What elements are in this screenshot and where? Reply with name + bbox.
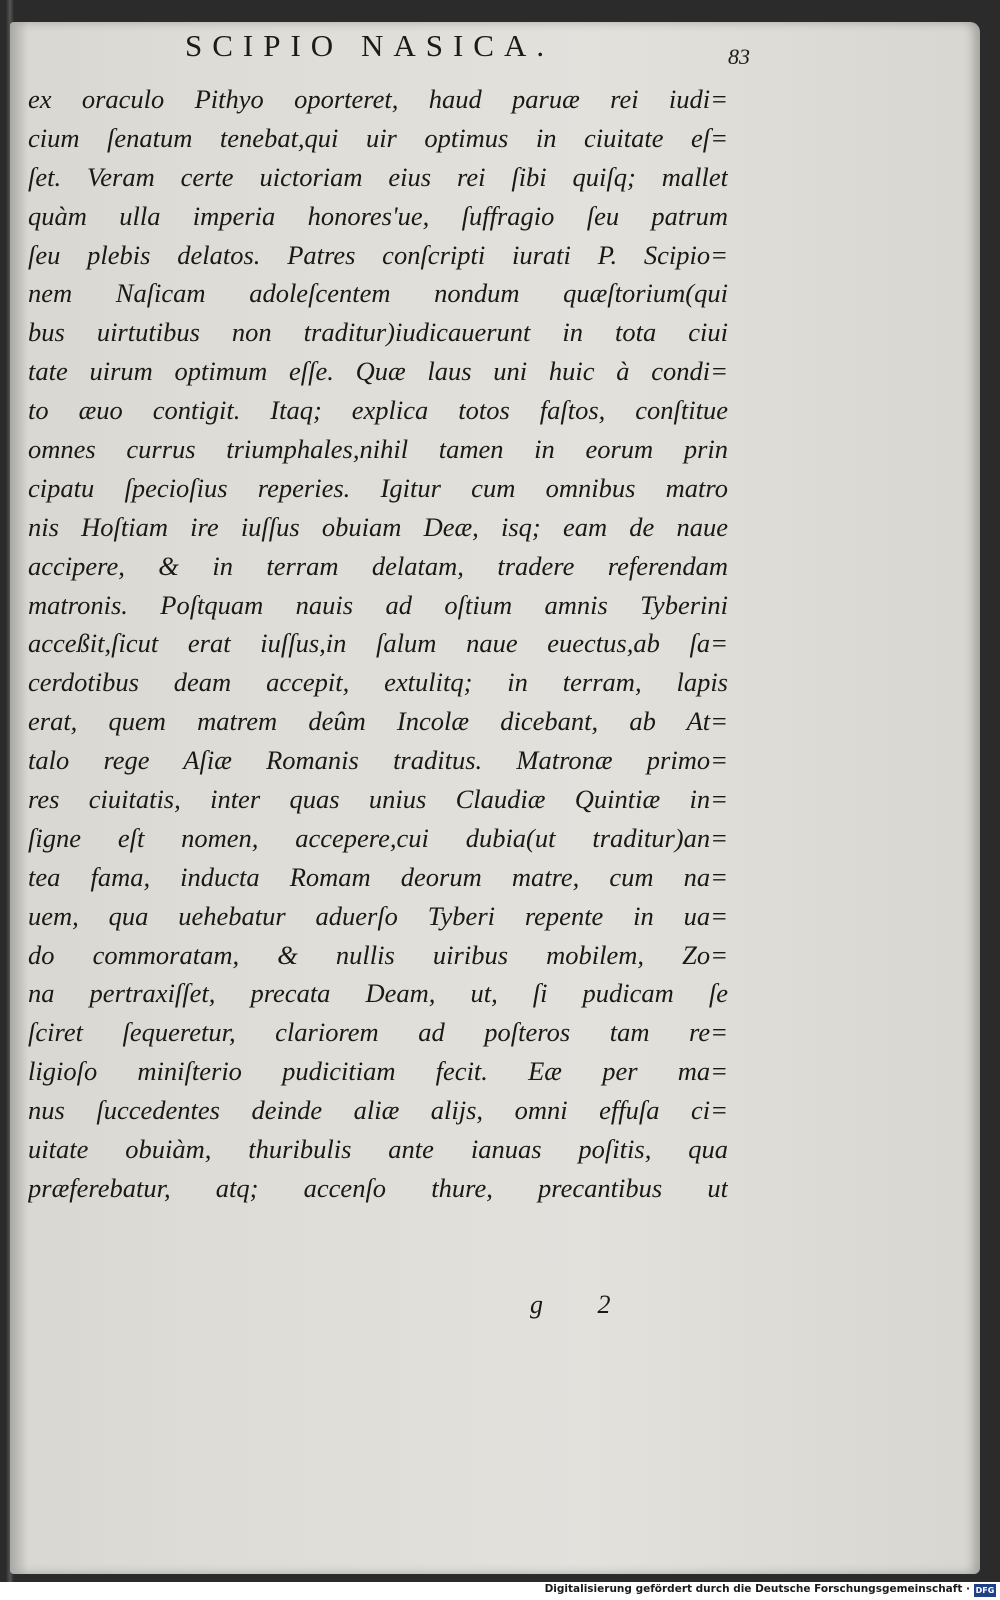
text-line: erat, quem matrem deûm Incolæ dicebant, ab At= bbox=[28, 706, 728, 737]
text-line: uem, qua uehebatur aduerſo Tyberi repente in ua= bbox=[28, 900, 728, 931]
text-line: ſciret ſequeretur, clariorem ad poſteros tam re= bbox=[28, 1017, 728, 1048]
text-line: cerdotibus deam accepit, extulitq; in terram, lapis bbox=[28, 667, 728, 698]
digitization-credit: Digitalisierung gefördert durch die Deutsche Forschungsgemeinschaft · bbox=[544, 1583, 970, 1595]
page-gutter-shadow bbox=[10, 22, 28, 1574]
text-line: ſet. Veram certe uictoriam eius rei ſibi quiſq; mallet bbox=[28, 161, 728, 192]
text-line: quàm ulla imperia honores'ue, ſuffragio ſeu patrum bbox=[28, 200, 728, 231]
body-text bbox=[28, 80, 728, 1208]
text-line: omnes currus triumphales,nihil tamen in eorum prin bbox=[28, 434, 728, 465]
text-line: accipere, & in terram delatam, tradere referendam bbox=[28, 550, 728, 581]
dfg-logo: DFG bbox=[975, 1586, 995, 1595]
text-line: do commoratam, & nullis uiribus mobilem, Zo= bbox=[28, 939, 728, 970]
text-line: tate uirum optimum eſſe. Quæ laus uni huic à condi= bbox=[28, 356, 728, 387]
text-line: ſeu plebis delatos. Patres conſcripti iurati P. Scipio= bbox=[28, 239, 728, 270]
text-line: matronis. Poſtquam nauis ad oſtium amnis Tyberini bbox=[28, 589, 728, 620]
text-line: uitate obuiàm, thuribulis ante ianuas poſitis, qua bbox=[28, 1134, 728, 1165]
text-line: ex oraculo Pithyo oporteret, haud paruæ rei iudi= bbox=[28, 84, 728, 114]
text-line: na pertraxiſſet, precata Deam, ut, ſi pudicam ſe bbox=[28, 978, 728, 1009]
text-line: tea fama, inducta Romam deorum matre, cum na= bbox=[28, 861, 728, 892]
text-line: nem Naſicam adoleſcentem nondum quæſtorium(qui bbox=[28, 278, 728, 309]
running-head: SCIPIO NASICA. bbox=[185, 28, 555, 63]
text-line: nus ſuccedentes deinde aliæ alijs, omni effuſa ci= bbox=[28, 1095, 728, 1126]
footer-bar bbox=[0, 1582, 1000, 1600]
text-line: acceßit,ſicut erat iuſſus,in ſalum naue euectus,ab ſa= bbox=[28, 628, 728, 659]
text-line: præferebatur, atq; accenſo thure, precantibus ut bbox=[28, 1172, 728, 1203]
text-line: to æuo contigit. Itaq; explica totos faſtos, conſtitue bbox=[28, 395, 728, 426]
page-number: 83 bbox=[728, 44, 750, 69]
text-line: nis Hoſtiam ire iuſſus obuiam Deæ, isq; eam de naue bbox=[28, 511, 728, 542]
text-line: cipatu ſpecioſius reperies. Igitur cum omnibus matro bbox=[28, 472, 728, 503]
text-line: cium ſenatum tenebat,qui uir optimus in ciuitate eſ= bbox=[28, 122, 728, 153]
text-line: bus uirtutibus non traditur)iudicauerunt in tota ciui bbox=[28, 317, 728, 348]
text-line: ſigne eſt nomen, accepere,cui dubia(ut traditur)an= bbox=[28, 822, 728, 853]
signature-mark: g 2 bbox=[530, 1290, 635, 1319]
text-line: talo rege Aſiæ Romanis traditus. Matronæ primo= bbox=[28, 745, 728, 776]
text-line: ligioſo miniſterio pudicitiam fecit. Eæ per ma= bbox=[28, 1056, 728, 1087]
text-line: res ciuitatis, inter quas unius Claudiæ Quintiæ in= bbox=[28, 784, 728, 815]
